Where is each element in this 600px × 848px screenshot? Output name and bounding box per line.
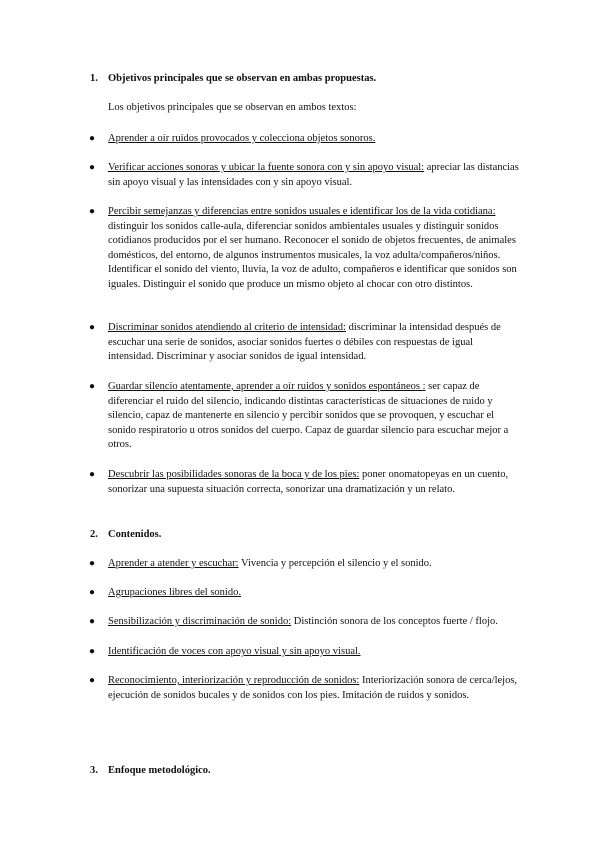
- item-text: Interiorización sonora de cerca/lejos, ejecución de sonidos bucales y de sonidos con los pies. Imitación de ruidos y sonidos.: [108, 675, 518, 701]
- bullet-icon: ●: [89, 587, 96, 598]
- item-term: Percibir semejanzas y diferencias entre sonidos usuales e identificar los de la vida cotidiana:: [108, 206, 496, 217]
- section-number: 1.: [90, 73, 98, 84]
- bullet-icon: ●: [89, 616, 96, 627]
- list-item: [89, 321, 520, 365]
- bullet-icon: ●: [89, 322, 96, 333]
- list-item: [89, 132, 520, 147]
- item-text: apreciar las distancias sin apoyo visual y las intensidades con y sin apoyo visual.: [108, 162, 519, 188]
- list-item: [89, 615, 520, 630]
- bullet-icon: ●: [89, 646, 96, 657]
- bullet-icon: ●: [89, 675, 96, 686]
- bullet-icon: ●: [89, 381, 96, 392]
- item-term: Guardar silencio atentamente, aprender a oír ruidos y sonidos espontáneos :: [108, 381, 426, 392]
- item-text: discriminar la intensidad después de escuchar una serie de sonidos, asociar sonidos fuertes o débiles con respuestas de igual intensidad. Discriminar y asociar sonidos de igual intensidad.: [108, 322, 501, 363]
- item-term: Aprender a oír ruidos provocados y colecciona objetos sonoros.: [108, 133, 376, 144]
- item-text: distinguir los sonidos calle-aula, diferenciar sonidos ambientales usuales y distinguir sonidos cotidianos producidos por el ser humano. Reconocer el sonido de objetos frecuentes, de animales domésticos, del entorno, de algunos instrumentos musicales, la voz adulta/compañeros/niños. Identificar el sonido del viento, lluvia, la voz de adulto, compañeros e identificar que sonidos son iguales. Distinguir el sonido que produce un mismo objeto al chocar con otro distintos.: [108, 220, 517, 290]
- item-text: poner onomatopeyas en un cuento, sonorizar una supuesta situación correcta, sonorizar una dramatización y un relato.: [108, 469, 509, 495]
- intro-paragraph: Los objetivos principales que se observan en ambos textos:: [108, 102, 357, 113]
- section-title: Enfoque metodológico.: [108, 765, 211, 776]
- item-term: Sensibilización y discriminación de sonido:: [108, 616, 292, 627]
- list-item: [89, 557, 520, 572]
- item-text: ser capaz de diferenciar el ruido del silencio, indicando distintas características de situaciones de ruido y silencio, capaz de mantenerte en silencio y percibir sonidos que se provoquen, y escuchar el sonido respiratorio u otros sonidos del cuerpo. Capaz de guardar silencio para escuchar mejor a otros.: [108, 381, 509, 451]
- list-item: [89, 586, 520, 601]
- item-term: Reconocimiento, interiorización y reproducción de sonidos:: [108, 675, 360, 686]
- bullet-icon: ●: [89, 558, 96, 569]
- item-term: Discriminar sonidos atendiendo al criterio de intensidad:: [108, 322, 346, 333]
- bullet-icon: ●: [89, 162, 96, 173]
- list-item: [89, 161, 520, 190]
- list-item: [89, 468, 520, 497]
- item-term: Identificación de voces con apoyo visual y sin apoyo visual.: [108, 646, 361, 657]
- item-term: Verificar acciones sonoras y ubicar la fuente sonora con y sin apoyo visual:: [108, 162, 425, 173]
- section-title: Objetivos principales que se observan en ambas propuestas.: [108, 73, 377, 84]
- list-item: [89, 645, 520, 660]
- list-item: [89, 205, 520, 293]
- section-heading-enfoque: [90, 764, 211, 778]
- section-heading-objetivos: [90, 72, 376, 86]
- bullet-icon: ●: [89, 206, 96, 217]
- item-term: Descubrir las posibilidades sonoras de la boca y de los pies:: [108, 469, 360, 480]
- item-term: Aprender a atender y escuchar:: [108, 558, 239, 569]
- bullet-icon: ●: [89, 133, 96, 144]
- section-title: Contenidos.: [108, 529, 162, 540]
- item-text: Distinción sonora de los conceptos fuerte / flojo.: [291, 616, 498, 627]
- bullet-icon: ●: [89, 469, 96, 480]
- list-item: [89, 380, 520, 453]
- section-number: 2.: [90, 529, 98, 540]
- section-heading-contenidos: [90, 528, 161, 542]
- list-item: [89, 674, 520, 703]
- item-text: Vivencia y percepción el silencio y el sonido.: [238, 558, 432, 569]
- item-term: Agrupaciones libres del sonido.: [108, 587, 241, 598]
- section-number: 3.: [90, 765, 98, 776]
